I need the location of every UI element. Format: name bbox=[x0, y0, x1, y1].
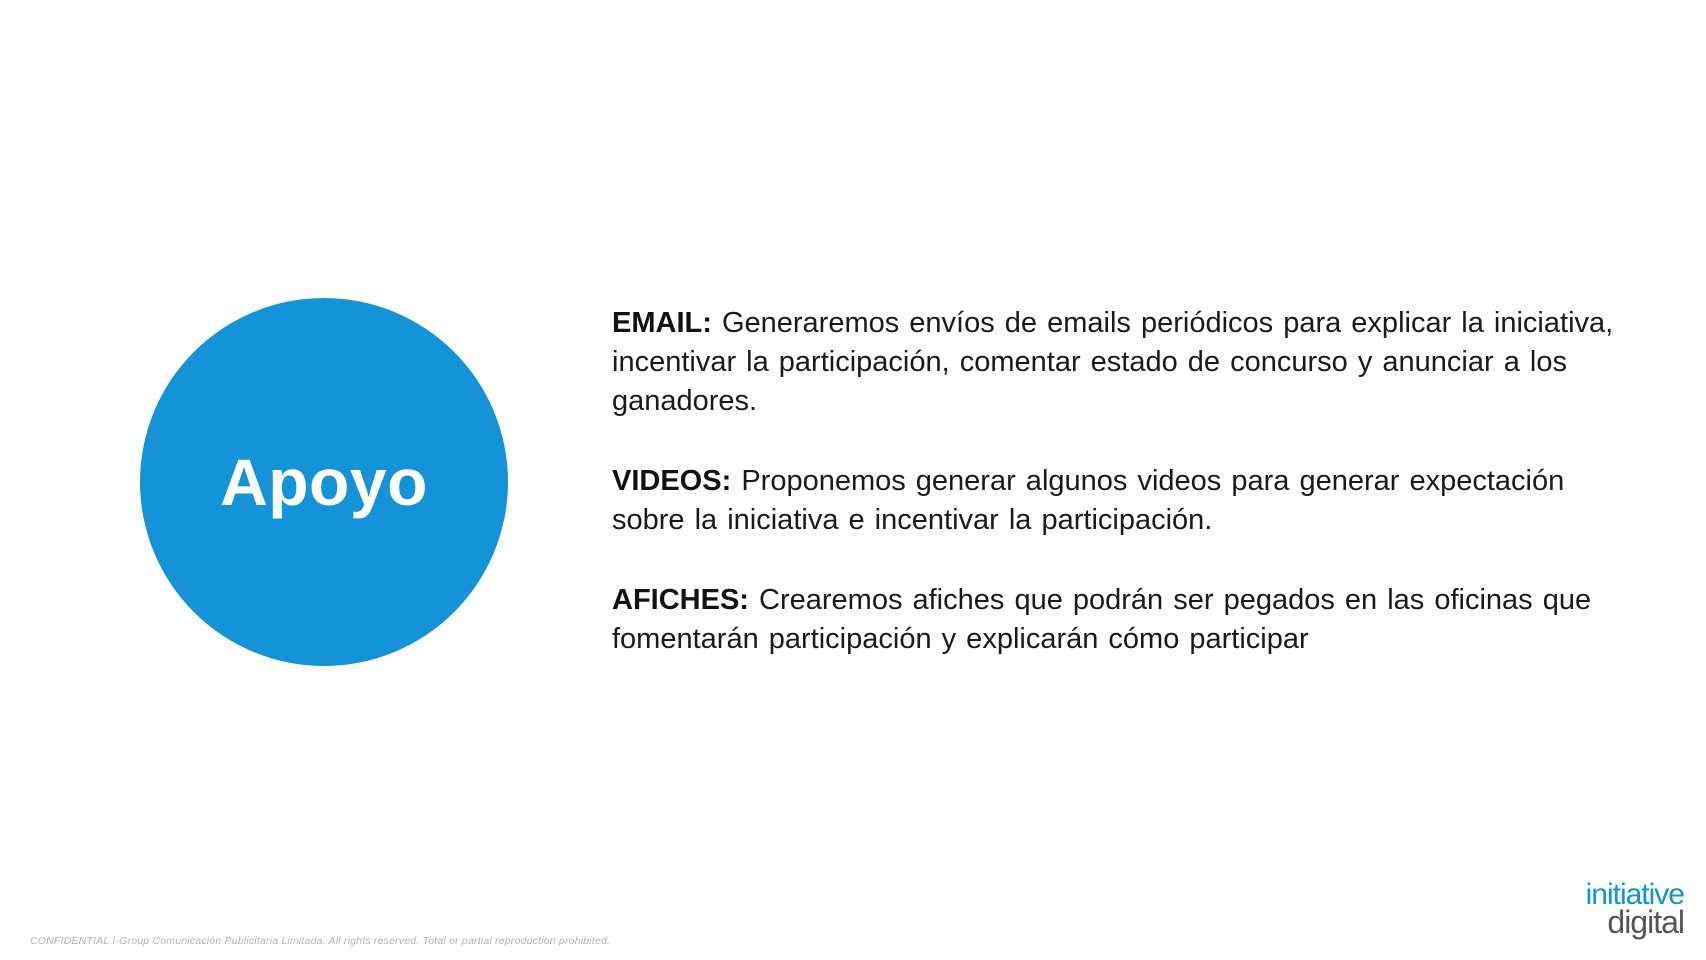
videos-text: Proponemos generar algunos videos para generar expectación sobre la iniciativa e incentivar la participación. bbox=[612, 465, 1565, 536]
afiches-text: Crearemos afiches que podrán ser pegados en las oficinas que fomentarán participación y explicarán cómo participar bbox=[612, 584, 1592, 655]
confidential-note: CONFIDENTIAL I-Group Comunicación Publicitaria Limitada. All rights reserved. Total or partial reproduction prohibited. bbox=[30, 935, 611, 947]
brand-logo bbox=[1586, 880, 1684, 938]
topic-circle bbox=[140, 298, 508, 666]
afiches-label: AFICHES: bbox=[612, 584, 749, 616]
videos-label: VIDEOS: bbox=[612, 465, 732, 497]
logo-initiative-text: initiative bbox=[1585, 878, 1684, 911]
videos-paragraph bbox=[612, 462, 1622, 540]
email-paragraph bbox=[612, 304, 1622, 421]
content-block bbox=[612, 304, 1622, 700]
email-text: Generaremos envíos de emails periódicos para explicar la iniciativa, incentivar la participación, comentar estado de concurso y anunciar a los ganadores. bbox=[612, 307, 1614, 417]
email-label: EMAIL: bbox=[612, 307, 712, 339]
circle-title: Apoyo bbox=[220, 445, 428, 519]
afiches-paragraph bbox=[612, 581, 1622, 659]
logo-digital-text: digital bbox=[1607, 904, 1684, 940]
